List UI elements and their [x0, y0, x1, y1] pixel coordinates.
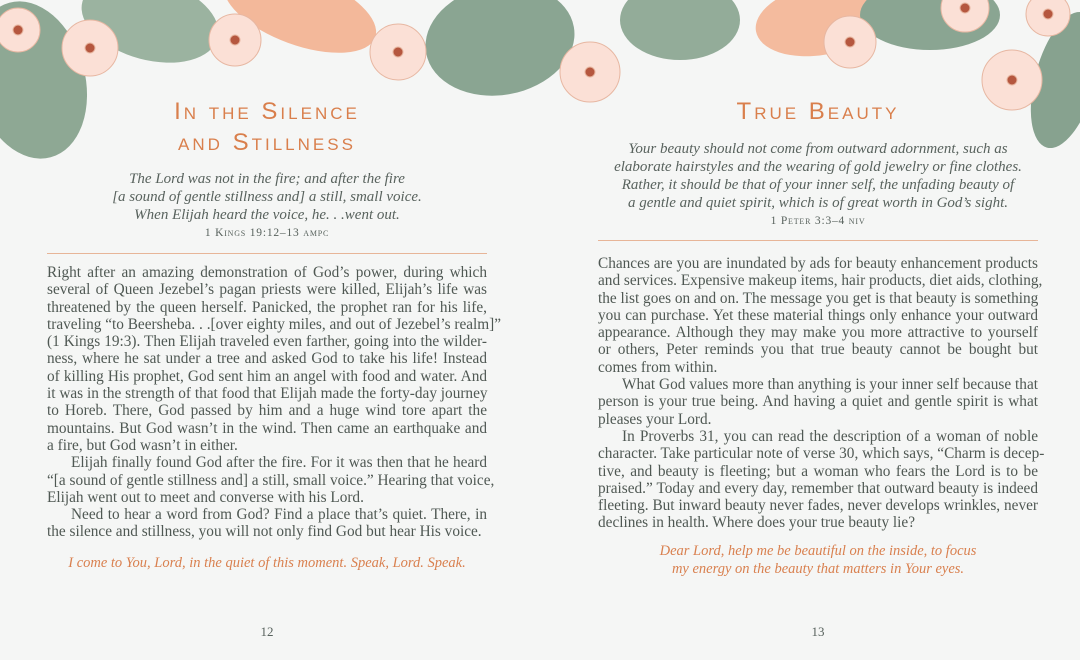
body-line: a fire, but God wasn’t in either.	[47, 436, 238, 454]
body-line: character. Take particular note of verse 30, which says, “Charm is decep-	[598, 445, 1045, 463]
prayer-line: I come to You, Lord, in the quiet of this moment. Speak, Lord. Speak.	[68, 555, 466, 571]
verse-line: [a sound of gentle stillness and] a still, small voice.	[112, 189, 422, 205]
scripture-reference: 1 Peter 3:3–4 niv	[770, 215, 866, 227]
body-line: What God values more than anything is your inner self because that	[622, 376, 1038, 394]
left-page	[47, 0, 502, 660]
title-line: In the Silence	[174, 98, 360, 125]
right-page	[598, 0, 1045, 660]
body-line: or others, Peter reminds you that true beauty cannot be bought but	[598, 341, 1038, 359]
body-line: Right after an amazing demonstration of God’s power, during which	[47, 264, 487, 281]
body-line: declines in health. Where does your true beauty lie?	[598, 514, 916, 532]
body-line: appearance. Although they may make you more attractive to yourself	[598, 324, 1038, 342]
scripture-reference: 1 Kings 19:12–13 ampc	[204, 227, 330, 239]
body-line: threatened by the queen herself. Panicked, the prophet ran for his life,	[47, 298, 487, 316]
body-line: to Horeb. There, God passed by him and a huge wind tore apart the	[47, 402, 487, 420]
scripture-quote	[47, 170, 487, 224]
body-line: person is your true being. And having a quiet and gentle spirit is what	[598, 393, 1038, 411]
body-line: the silence and stillness, you will not only find God but hear His voice.	[47, 523, 482, 541]
scripture-quote	[598, 140, 1038, 212]
verse-line: When Elijah heard the voice, he. . .went out.	[134, 207, 400, 223]
body-line: Elijah finally found God after the fire. For it was then that he heard	[71, 454, 487, 472]
prayer	[47, 554, 487, 572]
body-line: the list goes on and on. The message you get is that beauty is something	[598, 289, 1039, 307]
body-line: of killing His prophet, God sent him an angel with food and water. And	[47, 367, 487, 385]
body-text	[47, 264, 502, 541]
body-line: Need to hear a word from God? Find a place that’s quiet. There, in	[71, 506, 487, 524]
devotion-title	[598, 96, 1038, 127]
body-line: traveling “to Beersheba. . .[over eighty miles, and out of Jezebel’s realm]”	[47, 315, 502, 333]
body-line: it was in the strength of that food that Elijah made the forty-day journey	[47, 385, 488, 403]
body-line: several of Queen Jezebel’s pagan priests were killed, Elijah’s life was	[47, 281, 487, 299]
prayer-line: my energy on the beauty that matters in Your eyes.	[671, 561, 965, 577]
body-line: (1 Kings 19:3). Then Elijah traveled even farther, going into the wilder-	[47, 333, 487, 351]
divider	[598, 240, 1038, 241]
body-line: In Proverbs 31, you can read the description of a woman of noble	[622, 427, 1038, 445]
verse-line: a gentle and quiet spirit, which is of great worth in God’s sight.	[627, 195, 1008, 211]
body-line: pleases your Lord.	[598, 410, 712, 428]
body-line: ness, where he sat under a tree and asked God to take his life! Instead	[47, 350, 487, 368]
devotion-title	[47, 96, 487, 158]
verse-line: The Lord was not in the fire; and after the fire	[129, 171, 405, 187]
flower-icon	[0, 8, 40, 52]
verse-line: Rather, it should be that of your inner self, the unfading beauty of	[621, 177, 1015, 193]
title-line: and Stillness	[178, 129, 356, 156]
body-line: mountains. But God wasn’t in the wind. Then came an earthquake and	[47, 419, 487, 437]
verse-line: elaborate hairstyles and the wearing of gold jewelry or fine clothes.	[614, 159, 1022, 175]
prayer-line: Dear Lord, help me be beautiful on the inside, to focus	[659, 543, 977, 559]
body-line: Chances are you are inundated by ads for beauty enhancement products	[598, 255, 1038, 272]
verse-line: Your beauty should not come from outward adornment, such as	[628, 141, 1008, 157]
page-number: 13	[811, 624, 825, 639]
body-text	[598, 255, 1045, 532]
body-line: comes from within.	[598, 358, 718, 376]
body-line: you can purchase. Yet these material things only enhance your outward	[598, 306, 1038, 324]
body-line: “[a sound of gentle stillness and] a still, small voice.” Hearing that voice,	[47, 471, 495, 489]
page-number: 12	[260, 624, 274, 639]
body-line: fleeting. But inward beauty never fades, never develops wrinkles, never	[598, 497, 1038, 515]
body-line: praised.” Today and every day, remember that outward beauty is indeed	[598, 479, 1038, 497]
body-line: and services. Expensive makeup items, hair products, diet aids, clothing,	[598, 272, 1043, 290]
prayer	[598, 542, 1038, 578]
body-line: tive, and beauty is fleeting; but a woman who fears the Lord is to be	[598, 462, 1038, 480]
divider	[47, 253, 487, 254]
body-line: Elijah went out to meet and converse with his Lord.	[47, 488, 364, 506]
title-line: True Beauty	[736, 98, 900, 125]
